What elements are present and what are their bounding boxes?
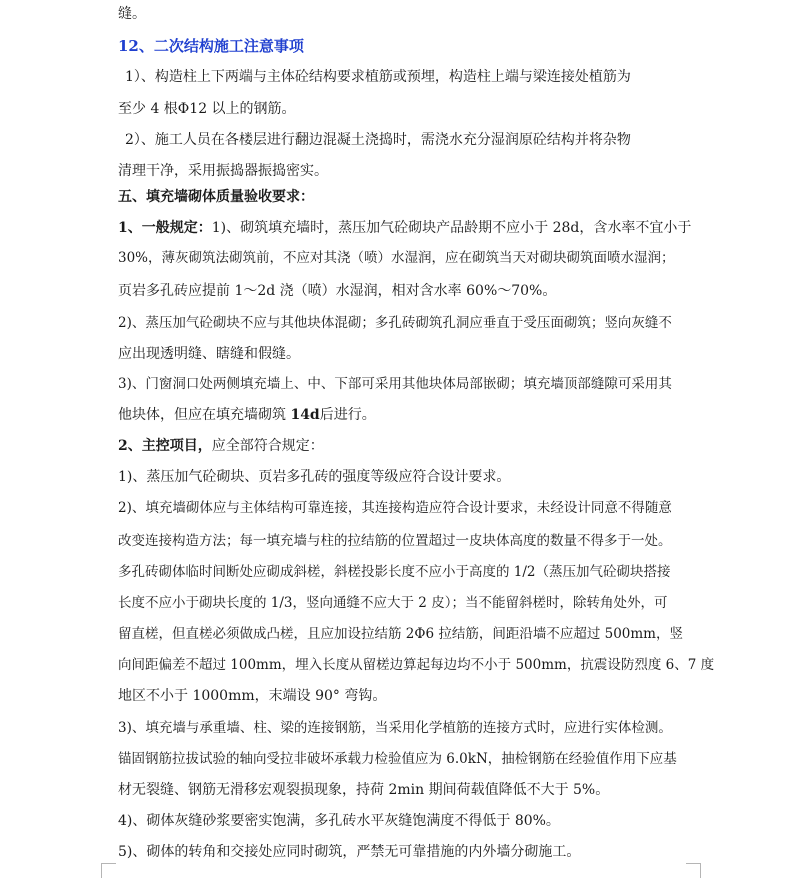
paragraph-text: 材无裂缝、钢筋无滑移宏观裂损现象，持荷 2min 期间荷载值降低不大于 5%。: [118, 782, 610, 798]
paragraph-text: 向间距偏差不超过 100mm，埋入长度从留槎边算起每边均不小于 500mm，抗震设防烈度 6、7 度: [118, 657, 715, 673]
paragraph-text: 长度不应小于砌块长度的 1/3，竖向通缝不应大于 2 皮）；当不能留斜槎时，除转角处外，可: [118, 595, 668, 611]
emphasis-text: 14d: [290, 407, 320, 423]
paragraph-text: 多孔砖砌体临时间断处应砌成斜槎，斜槎投影长度不应小于高度的 1/2（蒸压加气砼砌块搭接: [118, 564, 671, 580]
subheading-main-control: 2、主控项目，: [118, 438, 212, 454]
paragraph-text: 他块体，但应在填充墙砌筑: [118, 407, 291, 423]
paragraph-text: 3)、填充墙与承重墙、柱、梁的连接钢筋，当采用化学植筋的连接方式时，应进行实体检测。: [118, 720, 672, 736]
margin-corner-mark-right: [686, 863, 701, 878]
paragraph-text: 至少 4 根Φ12 以上的钢筋。: [118, 101, 296, 117]
paragraph-text: 后进行。: [319, 407, 376, 423]
paragraph-text: 锚固钢筋拉拔试验的轴向受拉非破坏承载力检验值应为 6.0kN，抽检钢筋在经验值作用下应基: [118, 751, 677, 767]
paragraph-text: 缝。: [118, 6, 146, 22]
section-heading-5: 五、填充墙砌体质量验收要求：: [118, 189, 314, 205]
paragraph-text: 4)、砌体灰缝砂浆要密实饱满，多孔砖水平灰缝饱满度不得低于 80%。: [118, 813, 560, 829]
paragraph-text: 应全部符合规定：: [211, 438, 324, 454]
paragraph-text: 1)、砌筑填充墙时，蒸压加气砼砌块产品龄期不应小于 28d，含水率不宜小于: [211, 220, 692, 236]
paragraph-text: 应出现透明缝、瞎缝和假缝。: [118, 346, 300, 362]
paragraph-line: [118, 220, 691, 236]
paragraph-text: 留直槎，但直槎必须做成凸槎，且应加设拉结筋 2Φ6 拉结筋，间距沿墙不应超过 500mm，竖: [118, 626, 683, 642]
paragraph-text: 改变连接构造方法；每一填充墙与柱的拉结筋的位置超过一皮块体高度的数量不得多于一处。: [118, 533, 672, 549]
paragraph-line: [118, 407, 376, 423]
paragraph-text: 1）、构造柱上下两端与主体砼结构要求植筋或预埋，构造柱上端与梁连接处植筋为: [125, 69, 631, 85]
subheading-general-rules: 1、一般规定：: [118, 220, 212, 236]
paragraph-line: [118, 438, 324, 454]
paragraph-text: 地区不小于 1000mm，末端设 90° 弯钩。: [118, 688, 387, 704]
margin-corner-mark-left: [101, 863, 116, 878]
paragraph-text: 清理干净，采用振捣器振捣密实。: [118, 163, 328, 179]
paragraph-text: 30%，薄灰砌筑法砌筑前，不应对其浇（喷）水湿润，应在砌筑当天对砌块砌筑面喷水湿润；: [118, 250, 675, 266]
paragraph-text: 页岩多孔砖应提前 1～2d 浇（喷）水湿润，相对含水率 60%～70%。: [118, 283, 557, 299]
section-heading-12: 12、二次结构施工注意事项: [118, 37, 304, 55]
paragraph-text: 5)、砌体的转角和交接处应同时砌筑，严禁无可靠措施的内外墙分砌施工。: [118, 844, 581, 860]
paragraph-text: 1)、蒸压加气砼砌块、页岩多孔砖的强度等级应符合设计要求。: [118, 469, 511, 485]
paragraph-text: 2)、蒸压加气砼砌块不应与其他块体混砌；多孔砖砌筑孔洞应垂直于受压面砌筑；竖向灰缝不: [118, 315, 672, 331]
paragraph-text: 2）、施工人员在各楼层进行翻边混凝土浇捣时，需浇水充分湿润原砼结构并将杂物: [125, 132, 631, 148]
paragraph-text: 2)、填充墙砌体应与主体结构可靠连接，其连接构造应符合设计要求，未经设计同意不得随意: [118, 500, 672, 516]
paragraph-text: 3)、门窗洞口处两侧填充墙上、中、下部可采用其他块体局部嵌砌；填充墙顶部缝隙可采用其: [118, 376, 672, 392]
